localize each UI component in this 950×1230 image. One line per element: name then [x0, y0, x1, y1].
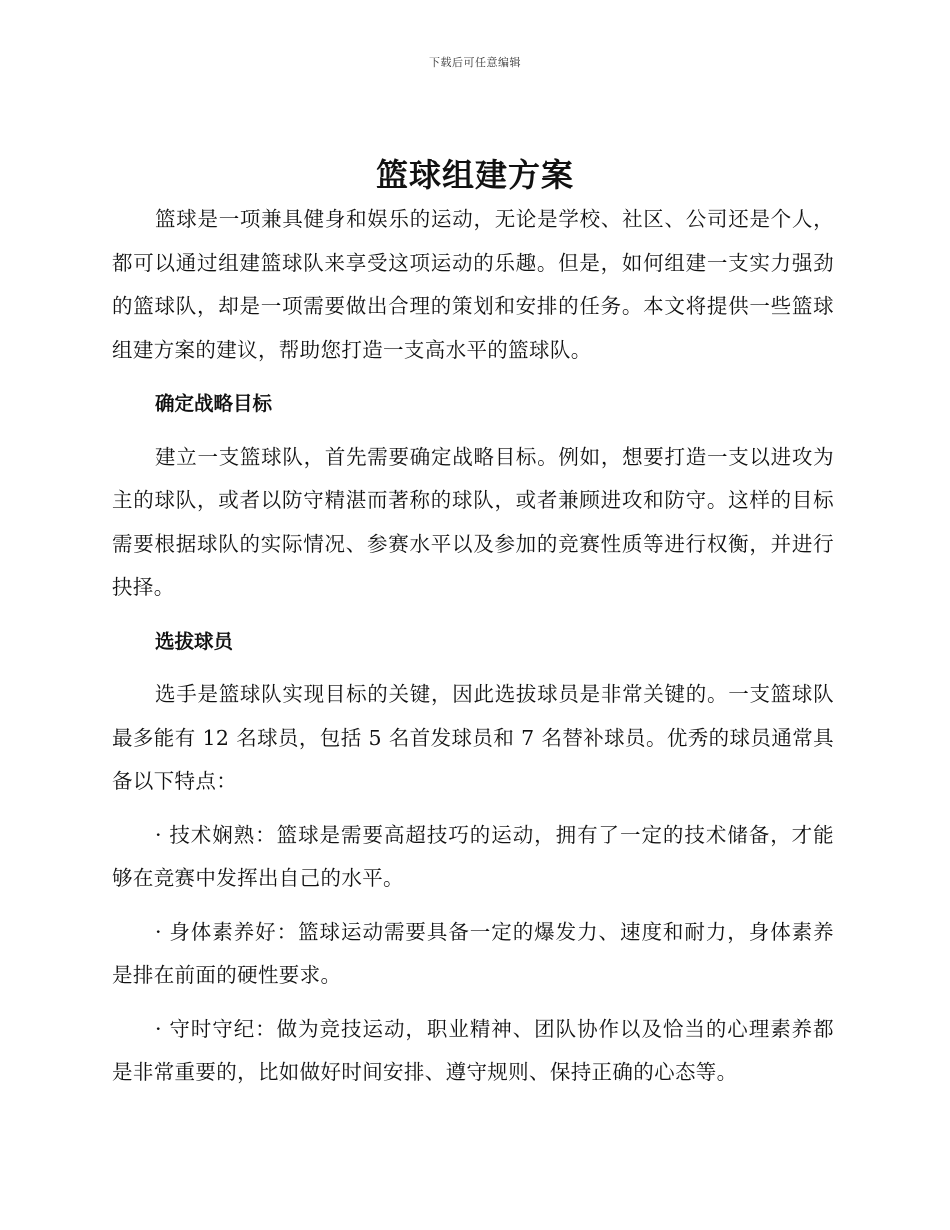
intro-paragraph: 篮球是一项兼具健身和娱乐的运动，无论是学校、社区、公司还是个人，都可以通过组建篮球队来享受这项运动的乐趣。但是，如何组建一支实力强劲的篮球队，却是一项需要做出合理的策划和安排的任务。本文将提供一些篮球组建方案的建议，帮助您打造一支高水平的篮球队。 — [112, 207, 834, 362]
bullet-item-fitness: · 身体素养好：篮球运动需要具备一定的爆发力、速度和耐力，身体素养是排在前面的硬性要求。 — [112, 919, 834, 987]
section-body-selection: 选手是篮球队实现目标的关键，因此选拔球员是非常关键的。一支篮球队最多能有 12 名球员，包括 5 名首发球员和 7 名替补球员。优秀的球员通常具备以下特点： — [112, 682, 834, 793]
bullet-item-skill: · 技术娴熟：篮球是需要高超技巧的运动，拥有了一定的技术储备，才能够在竞赛中发挥出自己的水平。 — [112, 822, 834, 890]
section-body-strategy: 建立一支篮球队，首先需要确定战略目标。例如，想要打造一支以进攻为主的球队，或者以防守精湛而著称的球队，或者兼顾进攻和防守。这样的目标需要根据球队的实际情况、参赛水平以及参加的竞赛性质等进行权衡，并进行抉择。 — [112, 444, 834, 599]
bullet-item-discipline: · 守时守纪：做为竞技运动，职业精神、团队协作以及恰当的心理素养都是非常重要的，比如做好时间安排、遵守规则、保持正确的心态等。 — [112, 1016, 834, 1084]
document-body — [112, 198, 834, 1095]
section-heading-selection: 选拔球员 — [155, 629, 234, 653]
header-note: 下载后可任意编辑 — [429, 56, 521, 69]
section-heading-strategy: 确定战略目标 — [155, 392, 273, 415]
document-title: 篮球组建方案 — [375, 156, 574, 194]
